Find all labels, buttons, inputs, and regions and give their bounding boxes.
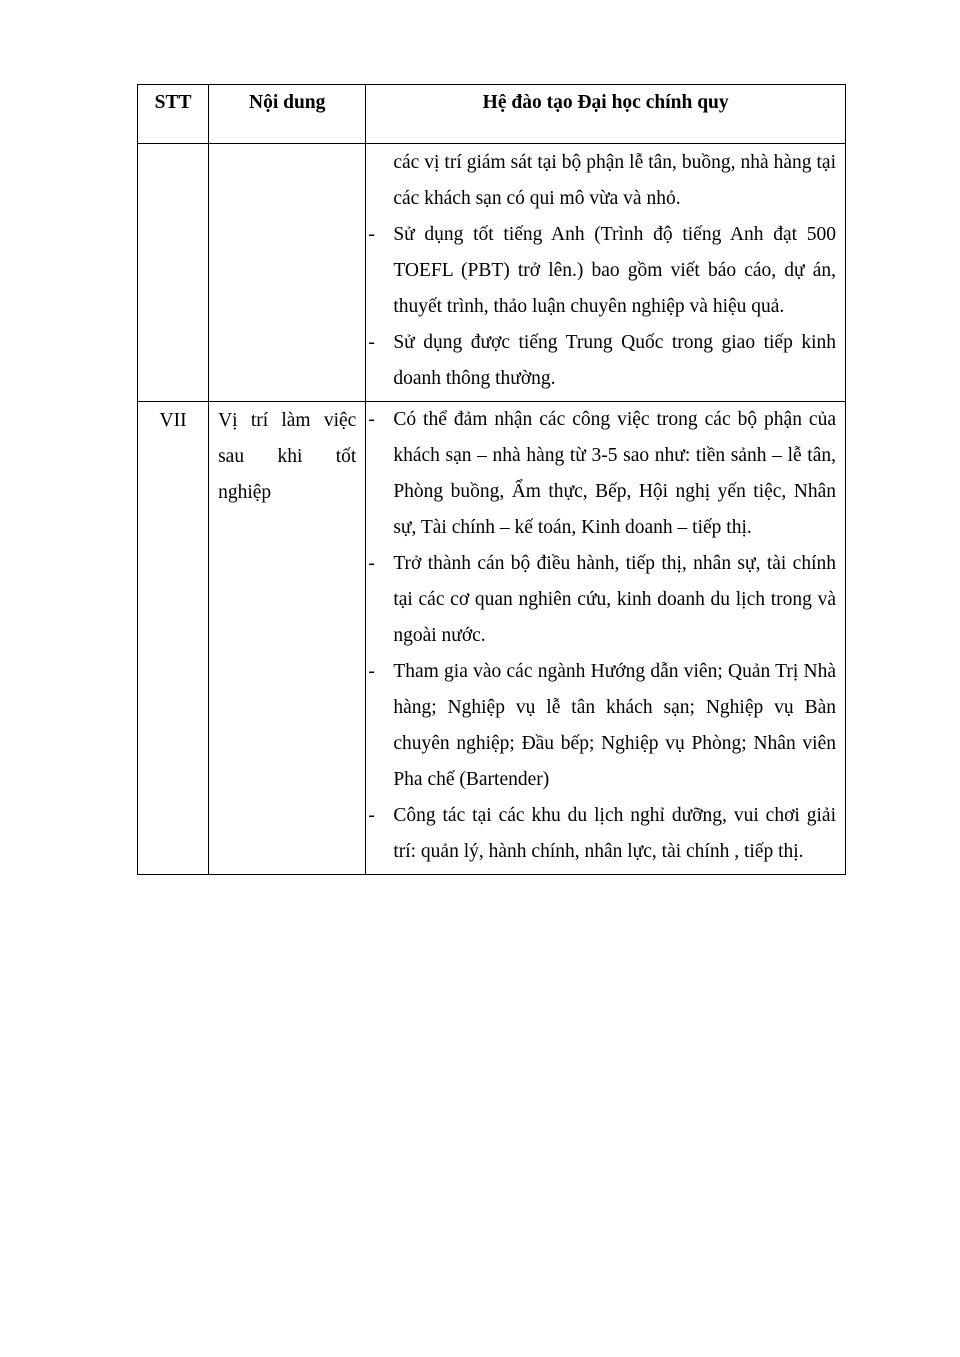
bullet-dash: -: [368, 805, 375, 826]
content-cell: [366, 144, 846, 402]
list-item: [366, 546, 836, 654]
list-item: [366, 798, 836, 870]
continuation-text: các vị trí giám sát tại bộ phận lễ tân, buồng, nhà hàng tại các khách sạn có qui mô vừa và nhỏ.: [393, 152, 836, 209]
list-item: [366, 217, 836, 325]
noi-dung-cell: [209, 144, 366, 402]
list-item-text: Sử dụng được tiếng Trung Quốc trong giao tiếp kinh doanh thông thường.: [393, 332, 836, 389]
table-row: [138, 402, 846, 875]
list-item-text: Tham gia vào các ngành Hướng dẫn viên; Quản Trị Nhà hàng; Nghiệp vụ lễ tân khách sạn; Nghiệp vụ Bàn chuyên nghiệp; Đầu bếp; Nghiệp vụ Phòng; Nhân viên Pha chế (Bartender): [393, 661, 836, 790]
noi-dung-line: sau khi tốt: [218, 446, 357, 467]
list-item-text: Công tác tại các khu du lịch nghỉ dưỡng, vui chơi giải trí: quản lý, hành chính, nhân lực, tài chính , tiếp thị.: [393, 805, 836, 862]
table-header-row: [138, 85, 846, 144]
bullet-list: [366, 402, 836, 870]
noi-dung-line: Vị trí làm việc: [218, 410, 357, 431]
bullet-dash: -: [368, 224, 375, 245]
noi-dung-line: nghiệp: [218, 482, 272, 503]
list-item-text: Có thể đảm nhận các công việc trong các bộ phận của khách sạn – nhà hàng từ 3-5 sao như: tiền sảnh – lễ tân, Phòng buồng, Ẩm thực, Bếp, Hội nghị yến tiệc, Nhân sự, Tài chính – kế toán, Kinh doanh – tiếp thị.: [393, 409, 836, 538]
header-he-dao-tao: Hệ đào tạo Đại học chính quy: [366, 85, 846, 144]
bullet-dash: -: [368, 332, 375, 353]
stt-cell: [138, 144, 209, 402]
table-row: [138, 144, 846, 402]
list-item-text: Trở thành cán bộ điều hành, tiếp thị, nhân sự, tài chính tại các cơ quan nghiên cứu, kinh doanh du lịch trong và ngoài nước.: [393, 553, 836, 646]
content-cell: [366, 402, 846, 875]
header-noi-dung: Nội dung: [209, 85, 366, 144]
list-item-text: Sử dụng tốt tiếng Anh (Trình độ tiếng Anh đạt 500 TOEFL (PBT) trở lên.) bao gồm viết báo cáo, dự án, thuyết trình, thảo luận chuyên nghiệp và hiệu quả.: [393, 224, 836, 317]
noi-dung-cell: [209, 402, 366, 875]
list-item: [366, 654, 836, 798]
bullet-dash: -: [368, 553, 375, 574]
bullet-list: [366, 217, 836, 397]
program-info-table: [137, 84, 846, 875]
bullet-dash: -: [368, 661, 375, 682]
list-item: [366, 402, 836, 546]
bullet-dash: -: [368, 409, 375, 430]
header-stt: STT: [138, 85, 209, 144]
list-item: [366, 325, 836, 397]
stt-cell: VII: [138, 402, 209, 875]
